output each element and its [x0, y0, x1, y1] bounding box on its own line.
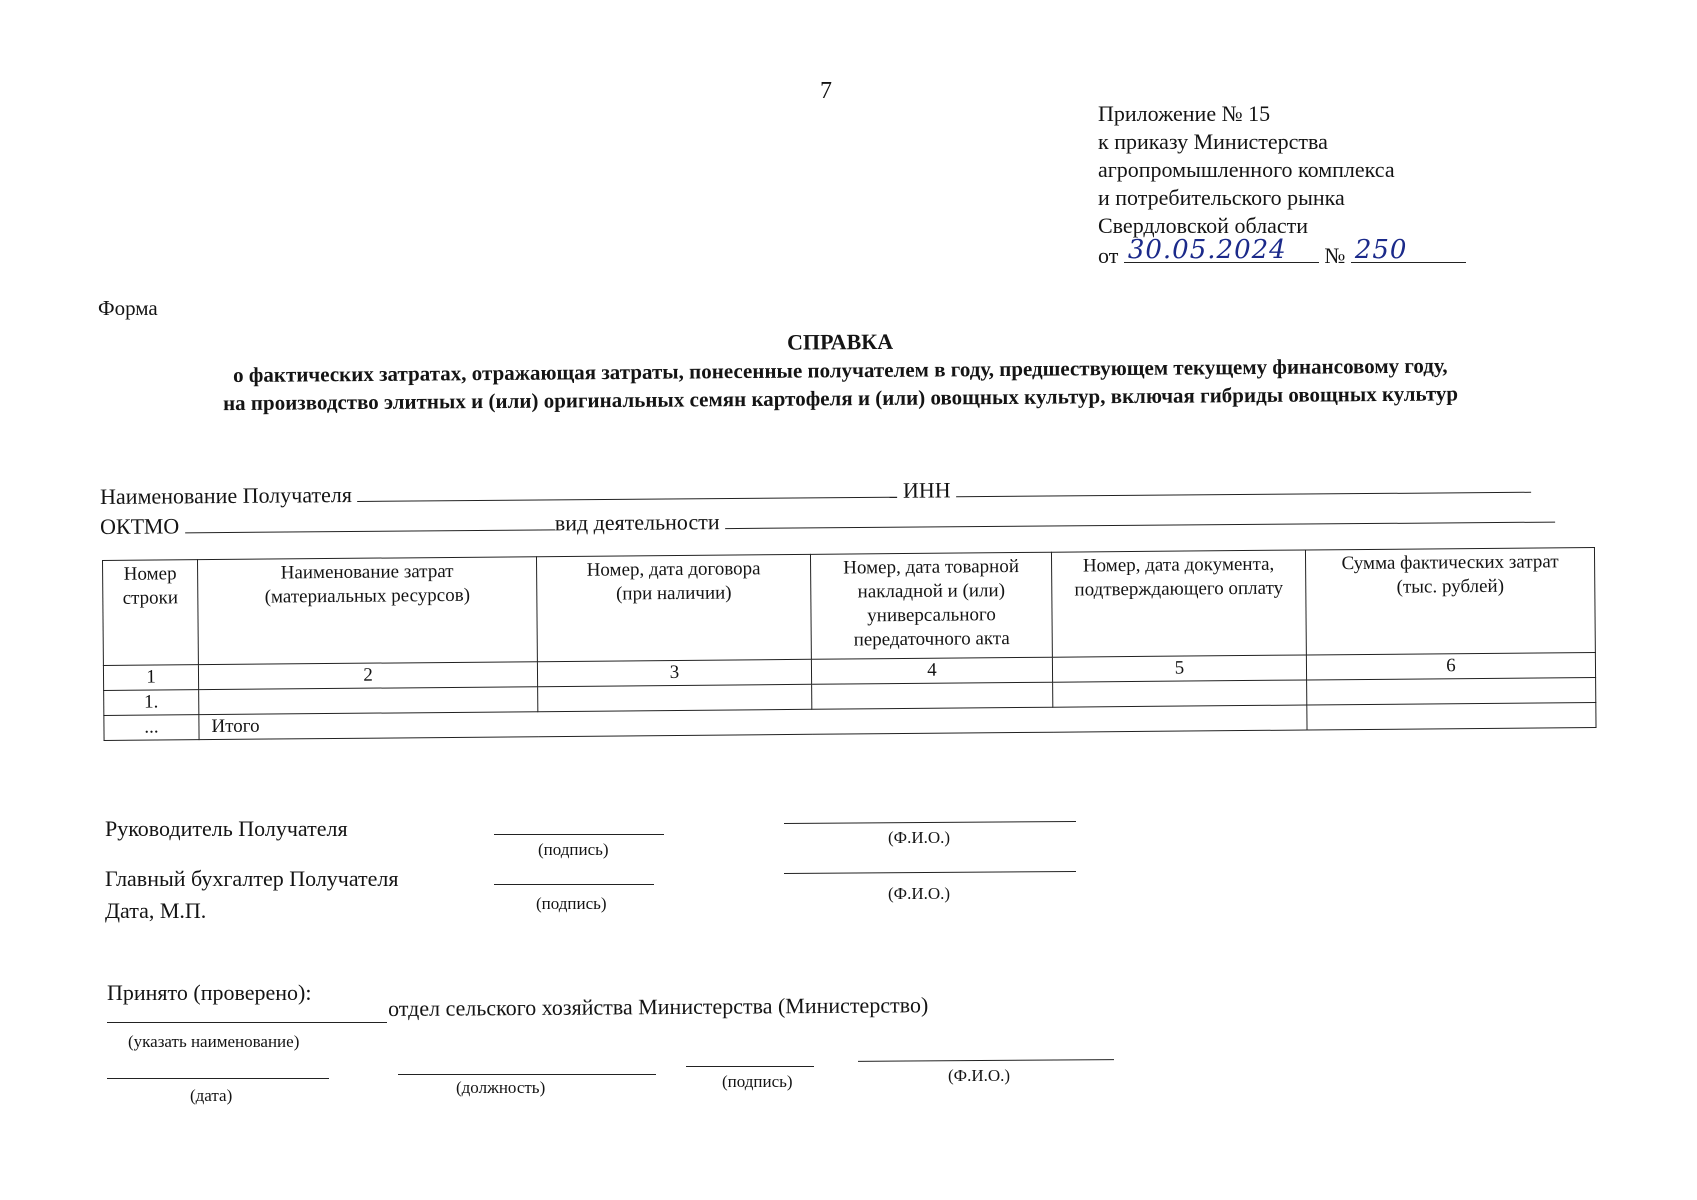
table-cell[interactable]	[199, 687, 538, 715]
costs-table	[102, 547, 1597, 741]
header-text: Сумма фактических затрат	[1341, 551, 1559, 575]
appendix-line: к приказу Министерства	[1098, 129, 1328, 154]
accepted-label: Принято (проверено):	[107, 980, 312, 1005]
row-number-cell: 1.	[104, 690, 199, 716]
table-header-row	[103, 547, 1596, 665]
appendix-line: Свердловской области	[1098, 213, 1308, 238]
accepted-name-line[interactable]	[107, 1022, 387, 1023]
costs-table-wrapper	[102, 547, 1597, 741]
document-subtitle-line: на производство элитных и (или) оригинальных семян картофеля и (или) овощных культур, включая гибриды овощных культур	[222, 381, 1459, 416]
header-text: Наименование затрат	[280, 560, 454, 584]
accountant-signature-line[interactable]	[494, 884, 654, 885]
accepted-fio-line[interactable]	[858, 1059, 1114, 1062]
chief-accountant-label: Главный бухгалтер Получателя	[105, 866, 399, 891]
department-text: отдел сельского хозяйства Министерства (Министерство)	[388, 992, 929, 1021]
accepted-date-caption: (дата)	[190, 1086, 233, 1105]
head-fio-caption: (Ф.И.О.)	[888, 828, 951, 847]
appendix-line: агропромышленного комплекса	[1098, 157, 1395, 182]
header-text: передаточного акта	[853, 628, 1010, 651]
document-title-block	[110, 323, 1571, 418]
date-prefix: от	[1098, 243, 1119, 268]
number-field	[1351, 235, 1466, 265]
header-text: Номер, дата товарной	[843, 555, 1020, 579]
column-number: 1	[103, 665, 198, 691]
handwritten-number: 250	[1354, 235, 1408, 265]
header-text: универсального	[867, 604, 996, 627]
header-text: Номер, дата документа,	[1082, 553, 1275, 577]
accepted-fio-caption: (Ф.И.О.)	[948, 1066, 1011, 1085]
head-fio-line[interactable]	[784, 821, 1076, 824]
header-text: накладной и (или)	[857, 580, 1006, 603]
document-title: СПРАВКА	[786, 328, 894, 355]
table-cell[interactable]	[538, 684, 812, 711]
header-payment-doc	[1051, 550, 1306, 657]
oktmo-field[interactable]	[185, 511, 555, 533]
header-text: Номер, дата договора	[586, 558, 761, 581]
head-signature-line[interactable]	[494, 834, 664, 835]
accepted-position-line[interactable]	[398, 1074, 656, 1075]
total-sum-cell[interactable]	[1307, 702, 1596, 730]
head-label: Руководитель Получателя	[105, 816, 348, 841]
accountant-signature-caption: (подпись)	[536, 894, 607, 913]
column-number: 6	[1306, 652, 1595, 680]
column-number: 5	[1052, 655, 1306, 682]
header-text: строки	[122, 587, 179, 609]
appendix-line: и потребительского рынка	[1098, 185, 1345, 210]
total-label: Итого	[199, 705, 1307, 740]
header-sum	[1305, 547, 1595, 655]
accepted-signature-caption: (подпись)	[722, 1072, 793, 1091]
header-text: (при наличии)	[615, 582, 732, 605]
date-field	[1124, 235, 1319, 265]
header-invoice	[810, 552, 1052, 659]
header-cost-name	[198, 557, 538, 665]
appendix-date-line	[1098, 235, 1466, 270]
column-number: 3	[537, 659, 811, 686]
date-stamp-label: Дата, М.П.	[105, 898, 207, 923]
accountant-fio-caption: (Ф.И.О.)	[888, 884, 951, 903]
header-contract	[536, 554, 811, 661]
inn-label: ИНН	[902, 477, 951, 503]
table-cell[interactable]	[812, 682, 1053, 709]
activity-field[interactable]	[725, 504, 1555, 530]
page-number: 7	[820, 78, 832, 104]
appendix-block	[1098, 100, 1466, 270]
column-number: 2	[198, 662, 537, 690]
accepted-position-caption: (должность)	[456, 1078, 546, 1097]
number-prefix: №	[1324, 243, 1346, 268]
recipient-name-field[interactable]	[357, 479, 897, 502]
document-subtitle-line: о фактических затратах, отражающая затраты, понесенные получателем в году, предшествующем текущему финансовому году,	[232, 353, 1448, 388]
header-text: (материальных ресурсов)	[264, 584, 471, 608]
handwritten-date: 30.05.2024	[1127, 235, 1287, 265]
header-text: Номер	[123, 563, 177, 585]
column-number: 4	[811, 657, 1052, 684]
table-cell[interactable]	[1053, 680, 1307, 707]
inn-field[interactable]	[956, 474, 1531, 498]
header-text: (тыс. рублей)	[1396, 575, 1505, 598]
head-signature-caption: (подпись)	[538, 840, 609, 859]
table-cell[interactable]	[1307, 677, 1596, 705]
header-row-number	[103, 560, 199, 666]
header-text: подтверждающего оплату	[1074, 577, 1284, 601]
oktmo-label: ОКТМО	[100, 513, 180, 539]
accepted-date-line[interactable]	[107, 1078, 329, 1079]
activity-label: вид деятельности	[554, 509, 720, 536]
accepted-name-caption: (указать наименование)	[128, 1032, 300, 1051]
form-label: Форма	[98, 296, 158, 320]
recipient-name-label: Наименование Получателя	[100, 482, 353, 509]
accepted-signature-line[interactable]	[686, 1066, 814, 1067]
row-number-cell: ...	[104, 715, 199, 741]
appendix-line: Приложение № 15	[1098, 101, 1271, 126]
accountant-fio-line[interactable]	[784, 871, 1076, 874]
